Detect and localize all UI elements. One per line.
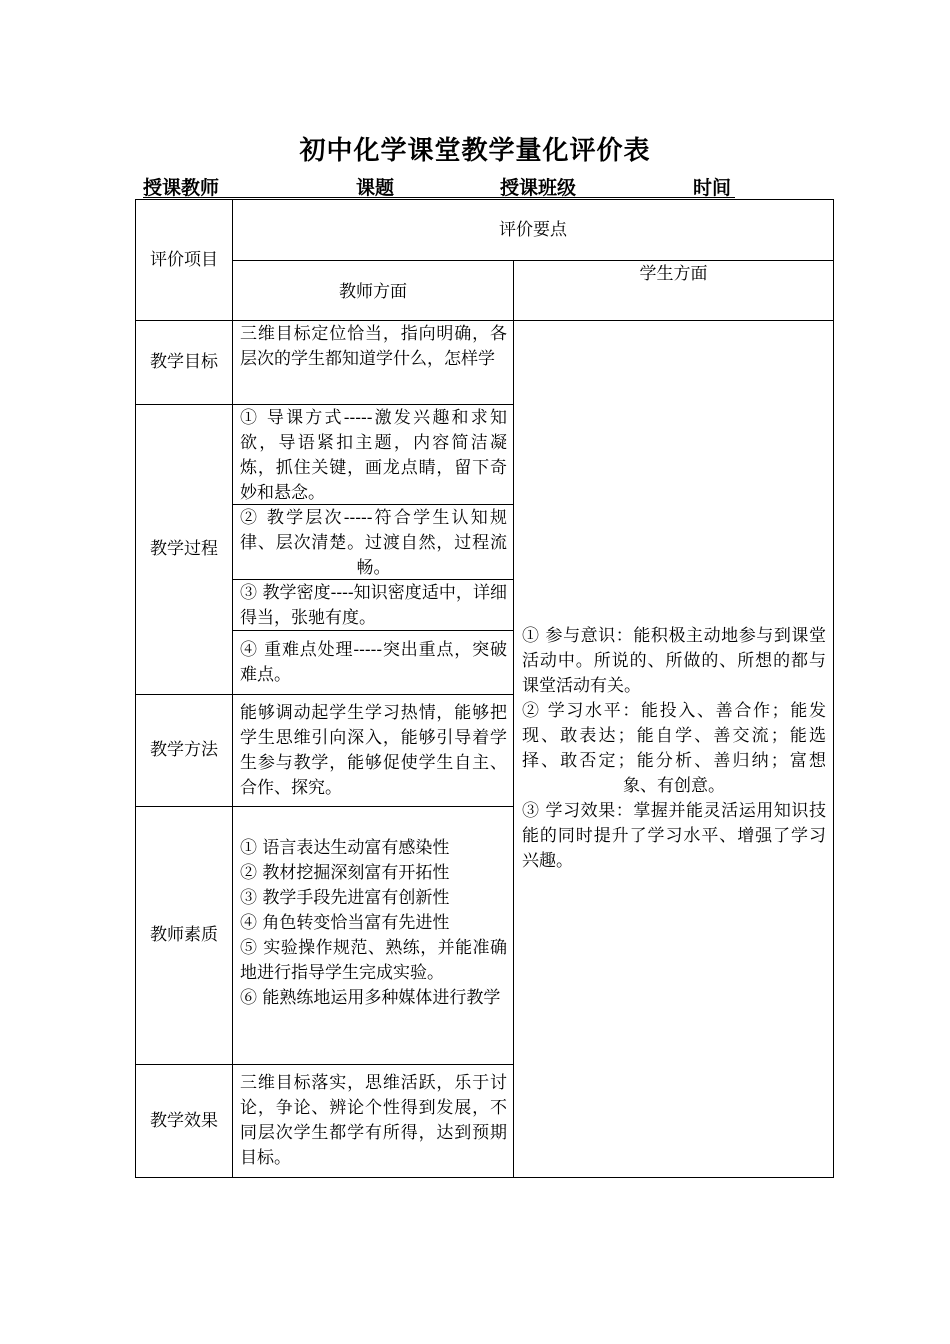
col-points-label: 评价要点 <box>499 219 567 240</box>
student-item-3: ③ 学习效果：掌握并能灵活运用知识技能的同时提升了学习水平、增强了学习兴趣。 <box>522 801 826 871</box>
col-teacher-header <box>232 260 514 321</box>
quality-item-3: ③ 教学手段先进富有创新性 <box>240 888 450 908</box>
method-label-text: 教学方法 <box>150 740 218 760</box>
goal-label-text: 教学目标 <box>150 352 218 372</box>
process-item-4-text: ④ 重难点处理-----突出重点，突破难点。 <box>240 640 507 685</box>
process-item-3 <box>232 579 514 631</box>
col-student-label: 学生方面 <box>639 264 708 284</box>
quality-item-5: ⑤ 实验操作规范、熟练，并能准确地进行指导学生完成实验。 <box>240 938 507 983</box>
process-item-2-text: ② 教学层次-----符合学生认知规律、层次清楚。过渡自然，过程流畅。 <box>240 508 507 578</box>
row-method-label <box>135 694 233 807</box>
process-item-3-text: ③ 教学密度----知识密度适中，详细得当，张驰有度。 <box>240 583 507 628</box>
header-underline <box>143 197 735 198</box>
time-label: 时间 <box>693 177 732 199</box>
student-item-2: ② 学习水平：能投入、善合作；能发现、敢表达；能自学、善交流；能选择、敢否定；能分析、善归纳；富想象、有创意。 <box>522 701 826 796</box>
col-teacher-label: 教师方面 <box>339 282 407 302</box>
process-item-1 <box>232 404 514 505</box>
row-quality-content <box>232 806 514 1065</box>
quality-item-1: ① 语言表达生动富有感染性 <box>240 838 450 858</box>
row-method-content <box>232 694 514 807</box>
process-item-2 <box>232 504 514 580</box>
effect-label-text: 教学效果 <box>150 1110 218 1131</box>
row-quality-label <box>135 806 233 1065</box>
process-item-1-text: ① 导课方式-----激发兴趣和求知欲，导语紧扣主题，内容简洁凝炼，抓住关键，画龙点睛，留下奇妙和悬念。 <box>240 408 507 503</box>
col-item-label: 评价项目 <box>150 249 218 270</box>
col-points-header <box>232 199 834 261</box>
row-goal-label <box>135 320 233 405</box>
method-text: 能够调动起学生学习热情，能够把学生思维引向深入，能够引导着学生参与教学，能够促使学生自主、合作、探究。 <box>240 703 507 798</box>
quality-label-text: 教师素质 <box>150 925 218 945</box>
page-title: 初中化学课堂教学量化评价表 <box>299 136 651 166</box>
goal-text: 三维目标定位恰当，指向明确，各层次的学生都知道学什么，怎样学 <box>240 324 507 369</box>
col-student-header <box>513 260 834 321</box>
effect-text: 三维目标落实，思维活跃，乐于讨论，争论、辨论个性得到发展，不同层次学生都学有所得，达到预期目标。 <box>240 1073 507 1168</box>
quality-item-4: ④ 角色转变恰当富有先进性 <box>240 913 450 933</box>
row-process-label <box>135 404 233 695</box>
col-item-header <box>135 199 233 321</box>
process-label-text: 教学过程 <box>150 539 218 559</box>
quality-item-2: ② 教材挖掘深刻富有开拓性 <box>240 863 450 883</box>
process-item-4 <box>232 630 514 695</box>
topic-label: 课题 <box>356 177 395 199</box>
quality-item-6: ⑥ 能熟练地运用多种媒体进行教学 <box>240 988 501 1008</box>
row-effect-content <box>232 1064 514 1178</box>
class-label: 授课班级 <box>500 177 577 199</box>
student-item-1: ① 参与意识：能积极主动地参与到课堂活动中。所说的、所做的、所想的都与课堂活动有关。 <box>522 626 826 696</box>
evaluation-table <box>135 199 834 1178</box>
student-aspect-content <box>513 320 834 1178</box>
row-effect-label <box>135 1064 233 1178</box>
teacher-label: 授课教师 <box>143 177 220 199</box>
row-goal-content <box>232 320 514 405</box>
